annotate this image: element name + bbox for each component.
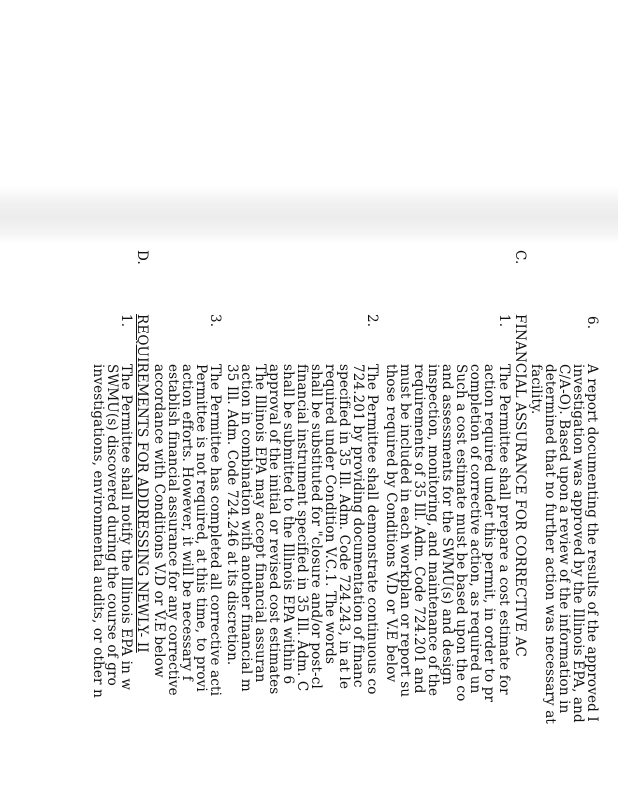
c1-line: action required under this permit, in order to pr (481, 364, 497, 703)
c2-line: required under Condition V.C.1. The words (322, 364, 338, 665)
c3-line: action efforts. However, it will be necessary f (179, 364, 195, 681)
c2-marker: 2. (364, 314, 380, 328)
c1-line: completion of corrective action, as required un (467, 364, 483, 694)
c3-line: The Permittee has completed all corrective acti (207, 364, 223, 697)
item-6-line: C/A-O). Based upon a review of the information in (556, 364, 572, 714)
section-c-marker: C. (512, 250, 528, 265)
c2-line: The Illinois EPA may accept financial assuran (252, 364, 268, 683)
c1-marker: 1. (496, 314, 512, 328)
item-6-line: facility. (528, 364, 544, 415)
c2-line: 724.201 by providing documentation of financ (350, 364, 366, 688)
d1-marker: 1. (118, 314, 134, 328)
item-6-marker: 6. (584, 316, 600, 330)
c1-line: The Permittee shall prepare a cost estimate for (496, 364, 512, 695)
d1-line: SWMU(s) discovered during the course of gro (104, 364, 120, 686)
c1-line: must be included in each workplan or report su (397, 364, 413, 698)
item-6-line: A report documenting the results of the approved I (584, 364, 600, 722)
c2-line: The Permittee shall demonstrate continuous co (364, 364, 380, 695)
d1-line: investigations, environmental audits, or other n (90, 364, 106, 698)
item-6-line: determined that no further action was necessary at (542, 364, 558, 725)
c2-line: shall be substituted for "closure and/or post-cl (308, 364, 324, 689)
c1-line: and assessments for the SWMU(s) and design (439, 364, 455, 686)
c3-line: accordance with Conditions V.D or V.E below (151, 364, 167, 678)
c2-line: 35 Ill. Adm. Code 724.246 at its discretion. (224, 364, 240, 666)
section-d-marker: D. (134, 250, 150, 265)
c2-line: financial instrument specified in 35 Ill. Adm. C (294, 364, 310, 692)
c2-line: action in combination with another financial m (238, 364, 254, 692)
section-d-heading: REQUIREMENTS FOR ADDRESSING NEWLY- II (134, 314, 150, 653)
c3-line: establish financial assurance for any corrective (165, 364, 181, 696)
item-6-line: investigation was approved by the Illinois EPA, and (570, 364, 586, 723)
d1-line: The Permittee shall notify the Illinois EPA in w (118, 364, 134, 691)
c2-line: shall be submitted to the Illinois EPA within 6 (280, 364, 296, 685)
c1-line: Such a cost estimate must be based upon the co (453, 364, 469, 702)
c1-line: inspection, monitoring, and maintenance of the (425, 364, 441, 697)
c3-line: Permittee is not required, at this time, to provi (193, 364, 209, 692)
c1-line: requirements of 35 Ill. Adm. Code 724.201 and (411, 364, 427, 694)
c1-line: those required by Conditions V.D or V.E belov (383, 364, 399, 683)
c2-line: approval of the initial or revised cost estimates (266, 364, 282, 695)
c2-line: specified in 35 Ill. Adm. Code 724.243, in at le (336, 364, 352, 690)
c3-marker: 3. (207, 314, 223, 328)
section-c-heading: FINANCIAL ASSURANCE FOR CORRECTIVE AC (512, 314, 528, 657)
